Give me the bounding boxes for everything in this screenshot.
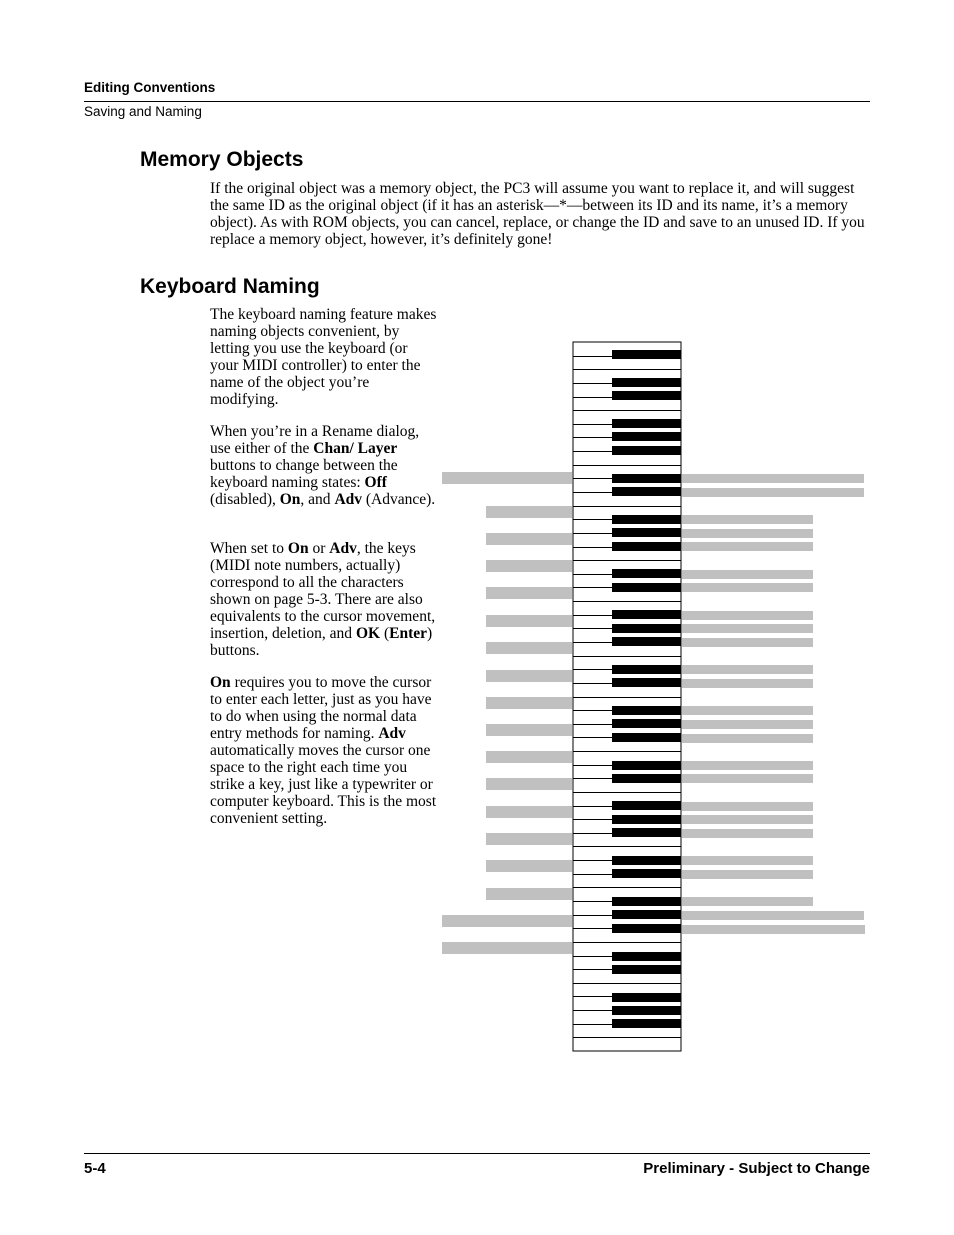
footer-notice: Preliminary - Subject to Change	[643, 1160, 870, 1177]
black-key	[612, 542, 681, 551]
left-label-bar	[486, 751, 572, 763]
black-key	[612, 378, 681, 387]
right-label-bar	[682, 583, 813, 592]
left-label-bar	[486, 860, 572, 872]
black-key	[612, 446, 681, 455]
right-label-bar	[682, 488, 864, 497]
black-key	[612, 678, 681, 687]
keyboard-naming-heading: Keyboard Naming	[140, 275, 320, 298]
black-key	[612, 993, 681, 1002]
black-key	[612, 815, 681, 824]
black-key	[612, 665, 681, 674]
right-label-bar	[682, 925, 865, 934]
left-label-bar	[486, 533, 572, 545]
running-header-title: Editing Conventions	[84, 80, 216, 95]
keyboard-naming-paragraph-3: When set to On or Adv, the keys (MIDI note numbers, actually) correspond to all the characters shown on page 5-3. There are also equivalents to the cursor movement, insertion, deletion, and OK (Enter) buttons.	[210, 540, 436, 659]
black-key	[612, 1019, 681, 1028]
running-header-subtitle: Saving and Naming	[84, 104, 202, 119]
right-label-bar	[682, 734, 813, 743]
right-label-bar	[682, 761, 813, 770]
left-label-bar	[486, 506, 572, 518]
right-label-bar	[682, 542, 813, 551]
keyboard-naming-paragraph-1: The keyboard naming feature makes naming objects convenient, by letting you use the keyboard (or your MIDI controller) to enter the name of the object you’re modifying.	[210, 306, 437, 408]
footer-rule	[84, 1153, 870, 1154]
black-key	[612, 610, 681, 619]
right-label-bar	[682, 570, 813, 579]
black-key	[612, 897, 681, 906]
right-label-bar	[682, 529, 813, 538]
black-key	[612, 924, 681, 933]
black-key	[612, 637, 681, 646]
black-key	[612, 761, 681, 770]
black-key	[612, 869, 681, 878]
black-key	[612, 774, 681, 783]
left-label-bar	[486, 806, 572, 818]
black-key	[612, 624, 681, 633]
black-key	[612, 583, 681, 592]
left-label-bar	[486, 670, 572, 682]
right-label-bar	[682, 515, 813, 524]
left-label-bar	[486, 697, 572, 709]
black-key	[612, 801, 681, 810]
right-label-bar	[682, 829, 813, 838]
black-key	[612, 515, 681, 524]
right-label-bar	[682, 624, 813, 633]
black-key	[612, 910, 681, 919]
black-key	[612, 706, 681, 715]
black-key	[612, 432, 681, 441]
page-number: 5-4	[84, 1160, 106, 1177]
black-key	[612, 474, 681, 483]
right-label-bar	[682, 638, 813, 647]
left-label-bar	[486, 888, 572, 900]
right-label-bar	[682, 774, 813, 783]
left-label-bar	[442, 942, 572, 954]
right-label-bar	[682, 474, 864, 483]
black-key	[612, 569, 681, 578]
right-label-bar	[682, 911, 864, 920]
memory-objects-heading: Memory Objects	[140, 148, 304, 171]
right-label-bar	[682, 897, 813, 906]
keyboard-naming-paragraph-2: When you’re in a Rename dialog, use either of the Chan/ Layer buttons to change between the keyboard naming states: Off (disabled), On, and Adv (Advance).	[210, 423, 436, 508]
left-label-bar	[486, 560, 572, 572]
right-label-bar	[682, 665, 813, 674]
black-key	[612, 856, 681, 865]
right-label-bar	[682, 706, 813, 715]
black-key	[612, 487, 681, 496]
black-key	[612, 828, 681, 837]
black-key	[612, 419, 681, 428]
right-label-bar	[682, 720, 813, 729]
right-label-bar	[682, 815, 813, 824]
black-key	[612, 391, 681, 400]
left-label-bar	[486, 615, 572, 627]
left-label-bar	[486, 642, 572, 654]
right-label-bar	[682, 679, 813, 688]
left-label-bar	[486, 587, 572, 599]
black-key	[612, 952, 681, 961]
right-label-bar	[682, 870, 813, 879]
left-label-bar	[442, 472, 572, 484]
left-label-bar	[486, 833, 572, 845]
black-key	[612, 719, 681, 728]
right-label-bar	[682, 856, 813, 865]
left-label-bar	[486, 724, 572, 736]
right-label-bar	[682, 611, 813, 620]
black-key	[612, 733, 681, 742]
black-key	[612, 965, 681, 974]
right-label-bar	[682, 802, 813, 811]
black-key	[612, 350, 681, 359]
memory-objects-body: If the original object was a memory object, the PC3 will assume you want to replace it, and will suggest the same ID as the original object (if it has an asterisk—*—between its ID and its name, it’s a memory object). As with ROM objects, you can cancel, replace, or change the ID and save to an unused ID. If you replace a memory object, however, it’s definitely gone!	[210, 180, 865, 248]
keyboard-naming-paragraph-4: On requires you to move the cursor to enter each letter, just as you have to do when using the normal data entry methods for naming. Adv automatically moves the cursor one space to the right each time you strike a key, just like a typewriter or computer keyboard. This is the most convenient setting.	[210, 674, 437, 827]
black-key	[612, 528, 681, 537]
black-key	[612, 1006, 681, 1015]
left-label-bar	[486, 778, 572, 790]
left-label-bar	[442, 915, 572, 927]
